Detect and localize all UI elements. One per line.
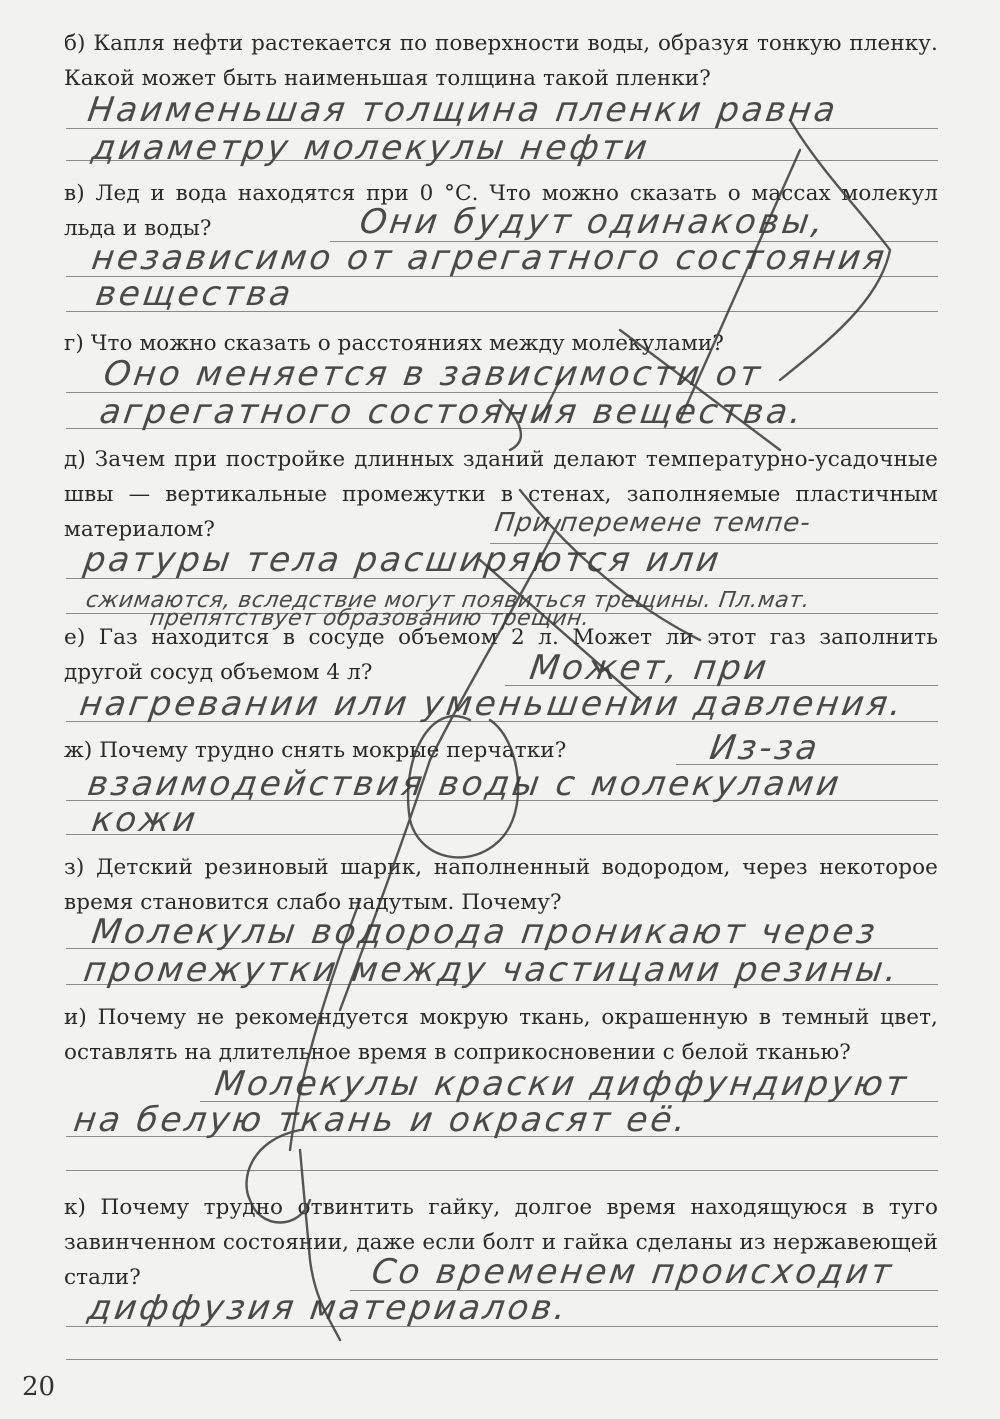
handwritten-answer: Из-за [707, 728, 823, 768]
handwritten-answer: Может, при [527, 648, 772, 688]
handwritten-answer: Молекулы краски диффундируют [212, 1064, 912, 1104]
page-number: 20 [22, 1372, 56, 1402]
answer-line [66, 1359, 938, 1360]
handwritten-answer: Оно меняется в зависимости от [101, 354, 766, 394]
handwritten-answer: препятствует образованию трещин. [148, 606, 592, 631]
handwritten-answer: диффузия материалов. [85, 1288, 572, 1328]
handwritten-answer: Молекулы водорода проникают через [89, 912, 881, 952]
handwritten-answer: При перемене темпе- [492, 508, 813, 538]
handwritten-answer: независимо от агрегатного состояния [89, 238, 890, 278]
question-z: з) Детский резиновый шарик, наполненный водородом, через некоторое время становится слабо надутым. Почему? [64, 855, 938, 915]
handwritten-answer: на белую ткань и окрасят её. [71, 1100, 692, 1140]
question-e: е) Газ находится в сосуде объемом 2 л. Может ли этот газ заполнить другой сосуд объемом 4 л? [64, 625, 938, 685]
handwritten-answer: кожи [89, 800, 201, 840]
handwritten-answer: ратуры тела расширяются или [81, 540, 725, 580]
handwritten-answer: взаимодействия воды с молекулами [85, 764, 845, 804]
question-b: б) Капля нефти растекается по поверхности воды, образуя тонкую пленку. Какой может быть наименьшая толщина такой пленки? [64, 31, 938, 91]
question-k: к) Почему трудно отвинтить гайку, долгое время находящуюся в туго завинченном состоянии, даже если болт и гайка сделаны из нержавеющей стали? [64, 1195, 938, 1290]
handwritten-answer: диаметру молекулы нефти [89, 128, 653, 168]
handwritten-answer: промежутки между частицами резины. [81, 950, 903, 990]
question-g: г) Что можно сказать о расстояниях между молекулами? [64, 331, 724, 356]
handwritten-answer: вещества [93, 274, 297, 314]
handwritten-answer: Наименьшая толщина пленки равна [85, 90, 841, 130]
question-i: и) Почему не рекомендуется мокрую ткань, окрашенную в темный цвет, оставлять на длительное время в соприкосновении с белой тканью? [64, 1005, 938, 1065]
answer-line [66, 1170, 938, 1171]
handwritten-answer: агрегатного состояния вещества. [97, 392, 807, 432]
answer-line [66, 834, 938, 835]
handwritten-answer: Они будут одинаковы, [357, 202, 829, 242]
question-d: д) Зачем при постройке длинных зданий делают температурно-усадочные швы — вертикальные промежутки в стенах, заполняемые пластичным материалом? [64, 447, 938, 542]
handwritten-answer: сжимаются, вследствие могут появиться трещины. Пл.мат. [84, 588, 812, 613]
handwritten-answer: нагревании или уменьшении давления. [77, 684, 907, 724]
question-v: в) Лед и вода находятся при 0 °С. Что можно сказать о массах молекул льда и воды? [64, 181, 938, 241]
question-zh: ж) Почему трудно снять мокрые перчатки? [64, 738, 567, 763]
handwritten-answer: Со временем происходит [369, 1252, 897, 1292]
